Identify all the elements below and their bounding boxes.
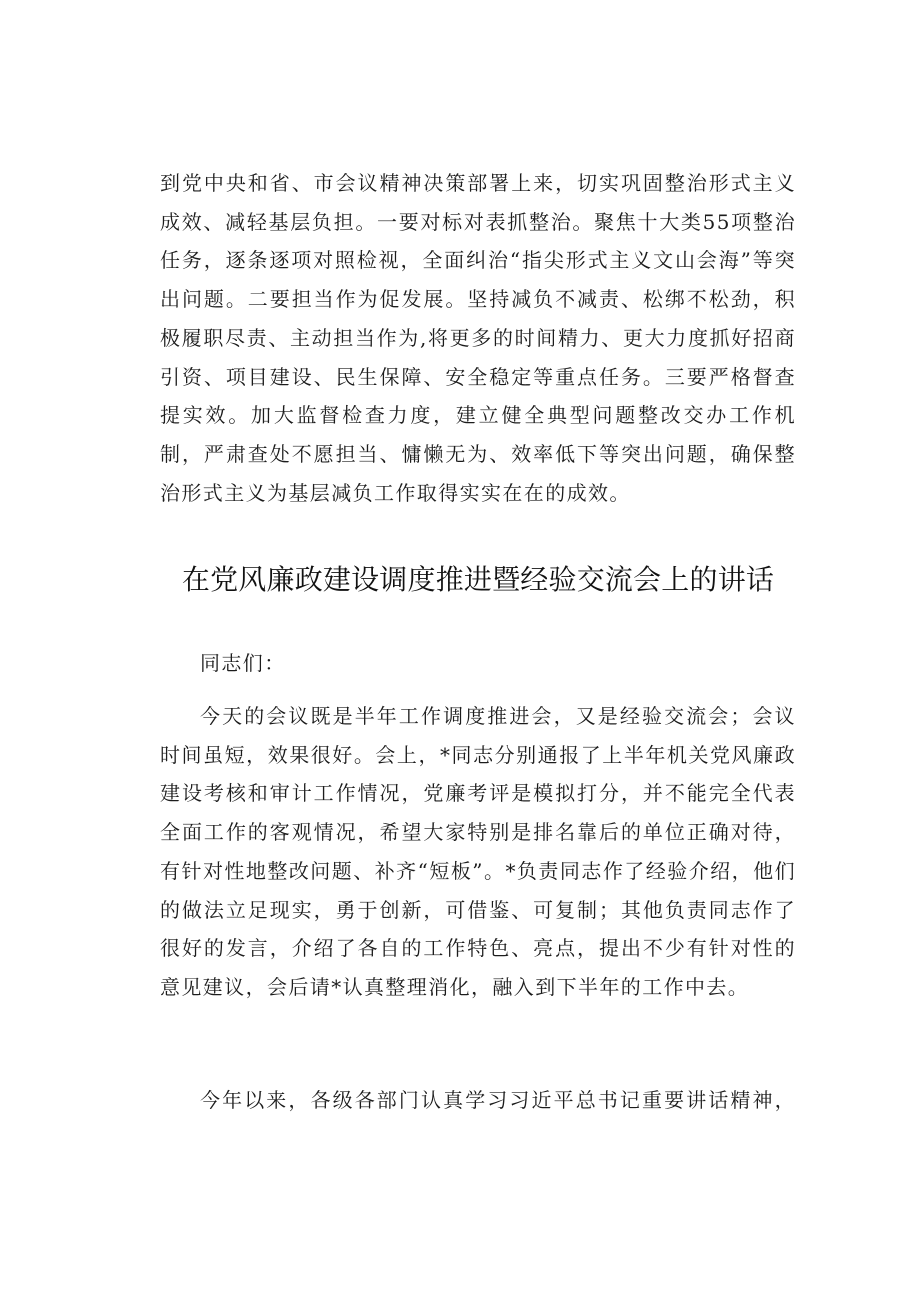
salutation: 同志们： <box>200 651 286 675</box>
continued-paragraph: 到党中央和省、市会议精神决策部署上来，切实巩固整治形式主义成效、减轻基层负担。一要对标对表抓整治。聚焦十大类55项整治任务，逐条逐项对照检视，全面纠治“指尖形式主义文山会海”等突出问题。二要担当作为促发展。坚持减负不减责、松绑不松劲，积极履职尽责、主动担当作为,将更多的时间精力、更大力度抓好招商引资、项目建设、民生保障、安全稳定等重点任务。三要严格督查提实效。加大监督检查力度，建立健全典型问题整改交办工作机制，严肃查处不愿担当、慵懒无为、效率低下等突出问题，确保整治形式主义为基层减负工作取得实实在在的成效。 <box>160 171 796 505</box>
speech-title: 在党风廉政建设调度推进暨经验交流会上的讲话 <box>181 563 775 596</box>
meeting-paragraph: 今天的会议既是半年工作调度推进会，又是经验交流会；会议时间虽短，效果很好。会上，*同志分别通报了上半年机关党风廉政建设考核和审计工作情况，党廉考评是模拟打分，并不能完全代表全面工作的客观情况，希望大家特别是排名靠后的单位正确对待，有针对性地整改问题、补齐“短板”。*负责同志作了经验介绍，他们的做法立足现实，勇于创新，可借鉴、可复制；其他负责同志作了很好的发言，介绍了各自的工作特色、亮点，提出不少有针对性的意见建议，会后请*认真整理消化，融入到下半年的工作中去。 <box>160 704 796 999</box>
year-paragraph: 今年以来，各级各部门认真学习习近平总书记重要讲话精神， <box>200 1088 796 1112</box>
